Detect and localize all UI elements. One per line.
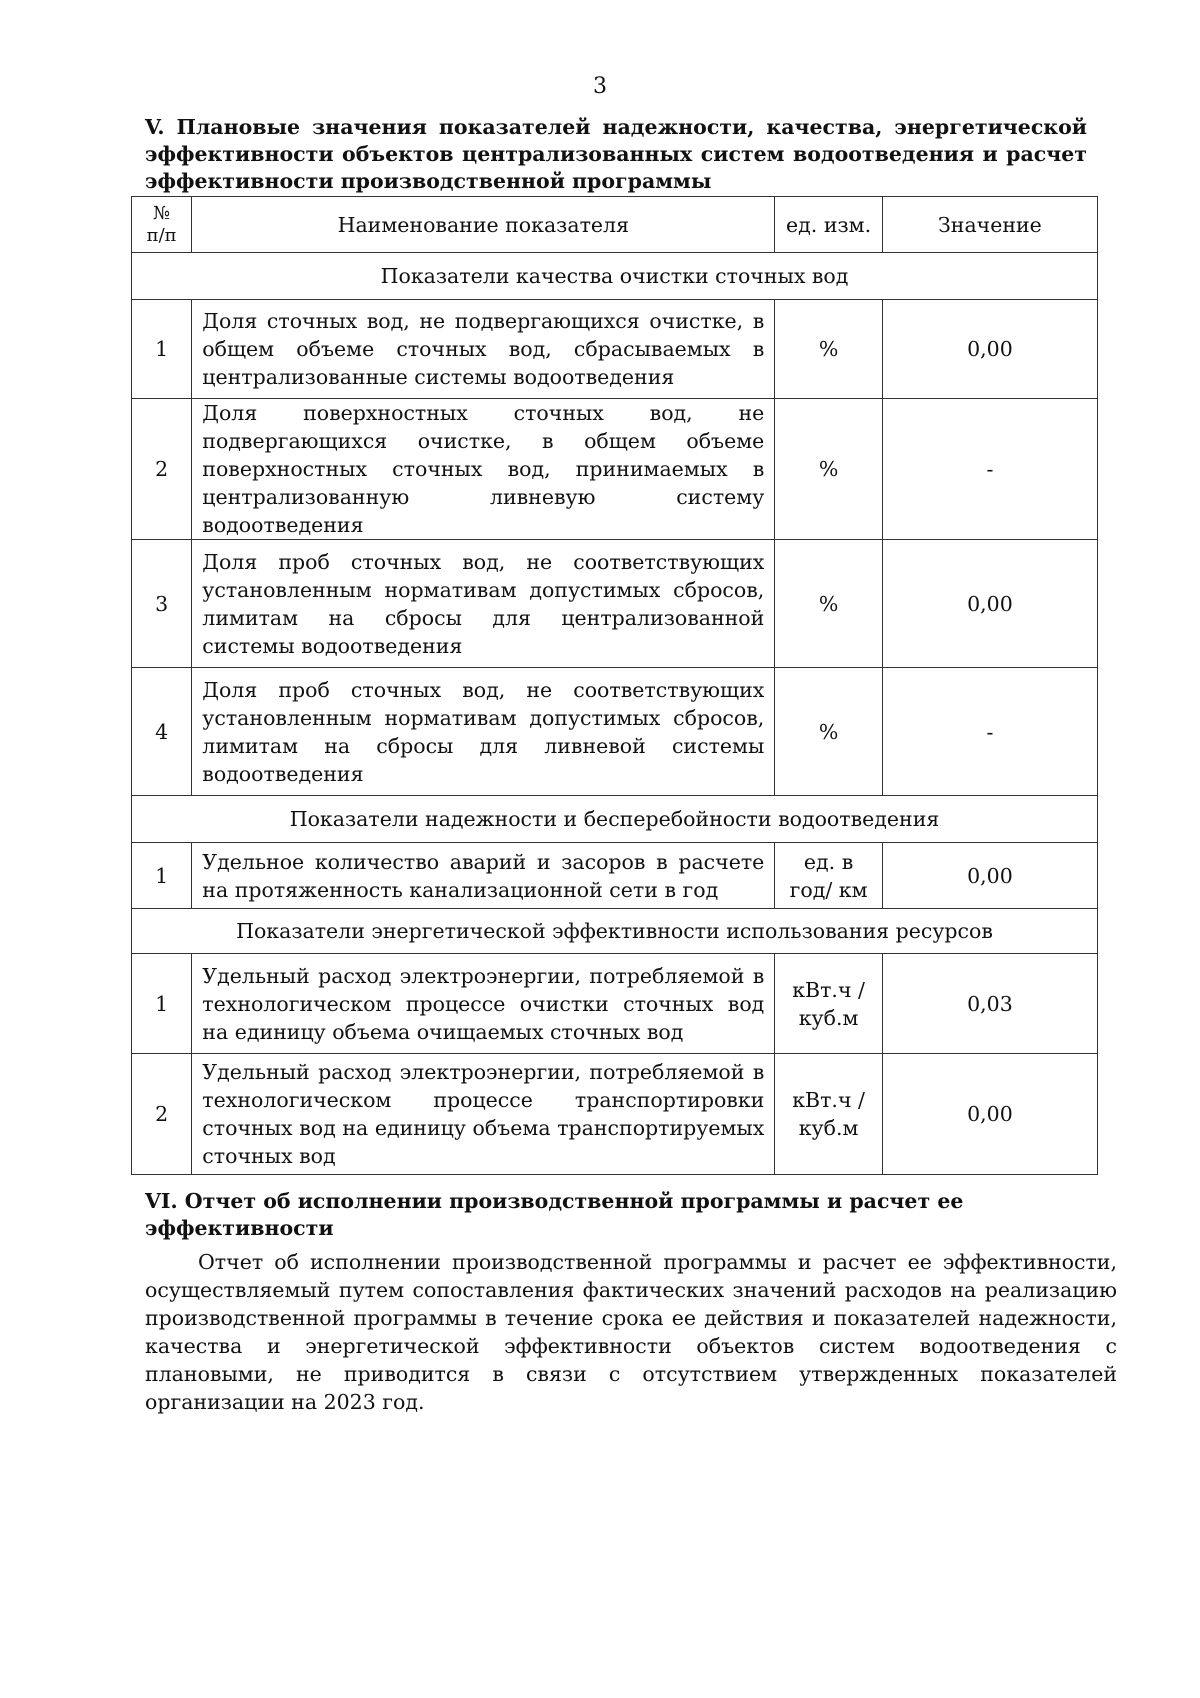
table-row [132, 954, 1098, 1054]
row-value: 0,00 [882, 540, 1097, 668]
table-row [132, 843, 1098, 909]
row-unit: кВт.ч / куб.м [775, 954, 883, 1054]
row-name: Доля проб сточных вод, не соответствующих установленным нормативам допустимых сбросов, лимитам на сбросы для ливневой системы водоотведения [192, 668, 775, 796]
row-num: 4 [132, 668, 192, 796]
row-unit: % [775, 668, 883, 796]
group-title-energy: Показатели энергетической эффективности использования ресурсов [132, 909, 1098, 954]
row-name: Доля проб сточных вод, не соответствующих установленным нормативам допустимых сбросов, лимитам на сбросы для централизованной системы водоотведения [192, 540, 775, 668]
header-num: № п/п [132, 197, 192, 253]
table-group-row [132, 253, 1098, 300]
group-title-reliability: Показатели надежности и бесперебойности водоотведения [132, 796, 1098, 843]
table-row [132, 1054, 1098, 1175]
row-value: 0,00 [882, 300, 1097, 399]
header-value: Значение [882, 197, 1097, 253]
row-value: - [882, 399, 1097, 540]
section-5-title: V. Плановые значения показателей надежности, качества, энергетической эффективности объектов централизованных систем водоотведения и расчет эффективности производственной программы [145, 115, 1087, 193]
row-num: 1 [132, 300, 192, 399]
row-unit: % [775, 540, 883, 668]
row-value: - [882, 668, 1097, 796]
row-name: Доля сточных вод, не подвергающихся очистке, в общем объеме сточных вод, сбрасываемых в централизованные системы водоотведения [192, 300, 775, 399]
table-group-row [132, 909, 1098, 954]
table-row [132, 399, 1098, 540]
row-name: Удельный расход электроэнергии, потребляемой в технологическом процессе транспортировки сточных вод на единицу объема транспортируемых сточных вод [192, 1054, 775, 1175]
row-unit: % [775, 399, 883, 540]
row-unit: % [775, 300, 883, 399]
section-6-title: VI. Отчет об исполнении производственной программы и расчет ее эффективности [145, 1189, 964, 1240]
group-title-quality: Показатели качества очистки сточных вод [132, 253, 1098, 300]
row-num: 3 [132, 540, 192, 668]
table-row [132, 540, 1098, 668]
header-unit: ед. изм. [775, 197, 883, 253]
row-name: Удельный расход электроэнергии, потребляемой в технологическом процессе очистки сточных вод на единицу объема очищаемых сточных вод [192, 954, 775, 1054]
indicators-table [131, 196, 1098, 1175]
row-num: 1 [132, 843, 192, 909]
row-num: 1 [132, 954, 192, 1054]
row-name: Доля поверхностных сточных вод, не подвергающихся очистке, в общем объеме поверхностных сточных вод, принимаемых в централизованную ливневую систему водоотведения [192, 399, 775, 540]
report-paragraph: Отчет об исполнении производственной программы и расчет ее эффективности, осуществляемый путем сопоставления фактических значений расходов на реализацию производственной программы в течение срока ее действия и показателей надежности, качества и энергетической эффективности объектов систем водоотведения с плановыми, не приводится в связи с отсутствием утвержденных показателей организации на 2023 год. [145, 1250, 1117, 1414]
page-number: 3 [593, 74, 607, 99]
row-num: 2 [132, 399, 192, 540]
row-num: 2 [132, 1054, 192, 1175]
row-value: 0,00 [882, 1054, 1097, 1175]
row-name: Удельное количество аварий и засоров в расчете на протяженность канализационной сети в год [192, 843, 775, 909]
table-row [132, 300, 1098, 399]
row-unit: ед. в год/ км [775, 843, 883, 909]
table-row [132, 668, 1098, 796]
table-group-row [132, 796, 1098, 843]
row-value: 0,00 [882, 843, 1097, 909]
row-unit: кВт.ч / куб.м [775, 1054, 883, 1175]
header-name: Наименование показателя [192, 197, 775, 253]
table-header-row [132, 197, 1098, 253]
row-value: 0,03 [882, 954, 1097, 1054]
